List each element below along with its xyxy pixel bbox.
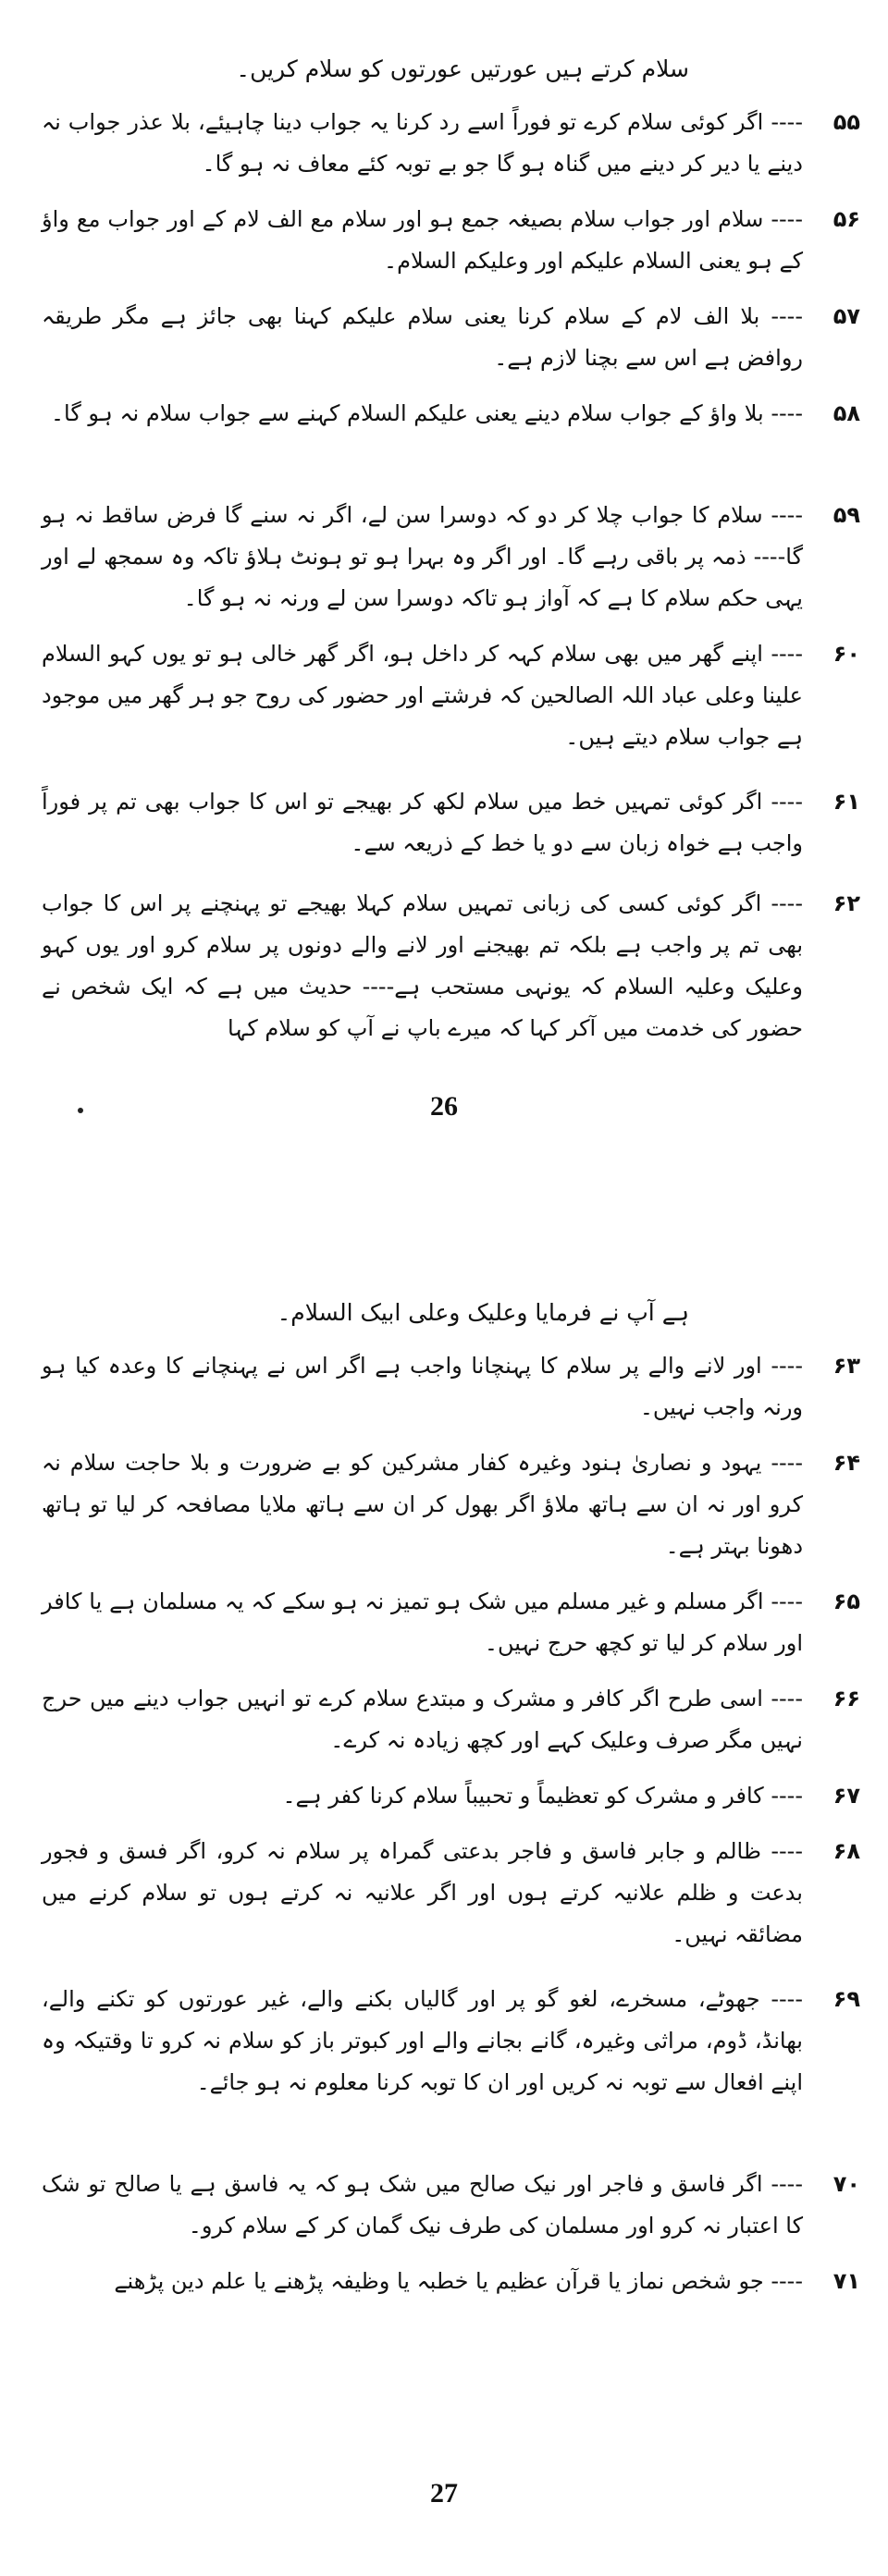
page-number: 27: [430, 2478, 458, 2509]
item-number: ۵۸: [832, 400, 860, 426]
list-item: [42, 1581, 860, 1664]
list-item: [42, 199, 860, 282]
page-26: [0, 0, 888, 1193]
item-number: ۶۴: [832, 1450, 860, 1476]
item-number: ۶۹: [832, 1986, 860, 2012]
item-text: ---- اگر کوئی تمہیں خط میں سلام لکھ کر بھیجے تو اس کا جواب بھی تم پر فوراً واجب ہے خواہ زبان سے دو یا خط کے ذریعہ سے۔: [42, 789, 803, 856]
item-text: ---- جھوٹے، مسخرے، لغو گو پر اور گالیاں بکنے والے، غیر عورتوں کو تکنے والے، بھانڈ، ڈوم، مراثی وغیرہ، گانے بجانے والے اور کبوتر باز کو سلام نہ کرو تا وقتیکہ وہ اپنے افعال سے توبہ نہ کریں اور ان کا توبہ کرنا معلوم نہ ہو جائے۔: [42, 1986, 803, 2095]
item-number: ۶۸: [832, 1838, 860, 1864]
item-text: ---- اپنے گھر میں بھی سلام کہہ کر داخل ہو، اگر گھر خالی ہو تو یوں کہو السلام علینا وعلی عباد اللہ الصالحین کہ فرشتے اور حضور کی روح جو ہر گھر میں موجود ہے جواب سلام دیتے ہیں۔: [42, 641, 803, 750]
list-item: [42, 781, 860, 865]
item-text: ---- بلا الف لام کے سلام کرنا یعنی سلام علیکم کہنا بھی جائز ہے مگر طریقہ روافض ہے اس سے بچنا لازم ہے۔: [42, 303, 803, 371]
item-text: ---- ظالم و جابر فاسق و فاجر بدعتی گمراہ پر سلام نہ کرو، اگر فسق و فجور بدعت و ظلم علانیہ کرتے ہوں اور اگر علانیہ نہ کرتے ہوں تو سلام کرنے میں مضائقہ نہیں۔: [42, 1838, 803, 1947]
list-item: [42, 1831, 860, 1956]
page-number: 26: [430, 1091, 458, 1122]
scan-speck: [78, 1108, 83, 1113]
list-item: [42, 2261, 860, 2302]
item-text: ---- اور لانے والے پر سلام کا پہنچانا واجب ہے اگر اس نے پہنچانے کا وعدہ کیا ہو ورنہ واجب نہیں۔: [42, 1353, 803, 1420]
continuation-line: ہے آپ نے فرمایا وعلیک وعلی ابیک السلام۔: [277, 1299, 689, 1326]
list-item: [42, 495, 860, 619]
item-number: ۶۳: [832, 1353, 860, 1379]
list-item: [42, 633, 860, 758]
list-item: [42, 1678, 860, 1761]
continuation-line: سلام کرتے ہیں عورتیں عورتوں کو سلام کریں۔: [236, 55, 689, 82]
list-item: [42, 883, 860, 1049]
item-number: ۵۷: [832, 303, 860, 329]
list-item: [42, 2164, 860, 2247]
item-number: ۶۵: [832, 1589, 860, 1614]
item-number: ۶۰: [832, 641, 860, 667]
item-text: ---- سلام کا جواب چلا کر دو کہ دوسرا سن لے، اگر نہ سنے گا فرض ساقط نہ ہو گا---- ذمہ پر باقی رہے گا۔ اور اگر وہ بہرا ہو تو ہونٹ ہلاؤ تاکہ وہ سمجھ لے اور یہی حکم سلام کا ہے کہ آواز ہو تاکہ دوسرا سن لے ورنہ نہ ہو گا۔: [42, 502, 803, 611]
item-text: ---- کافر و مشرک کو تعظیماً و تحبیباً سلام کرنا کفر ہے۔: [282, 1783, 803, 1809]
item-text: ---- اگر کوئی کسی کی زبانی تمہیں سلام کہلا بھیجے تو پہنچنے پر اس کا جواب بھی تم پر واجب ہے بلکہ تم بھیجنے اور لانے والے دونوں پر سلام کرو اور یوں کہو وعلیک وعلیہ السلام کہ یونہی مستحب ہے---- حدیث میں ہے کہ ایک شخص نے حضور کی خدمت میں آکر کہا کہ میرے باپ نے آپ کو سلام کہا: [42, 890, 803, 1041]
item-text: ---- جو شخص نماز یا قرآن عظیم یا خطبہ یا وظیفہ پڑھنے یا علم دین پڑھنے: [114, 2268, 803, 2294]
item-text: ---- اگر مسلم و غیر مسلم میں شک ہو تمیز نہ ہو سکے کہ یہ مسلمان ہے یا کافر اور سلام کر لیا تو کچھ حرج نہیں۔: [42, 1589, 803, 1656]
item-text: ---- بلا واؤ کے جواب سلام دینے یعنی علیکم السلام کہنے سے جواب سلام نہ ہو گا۔: [50, 400, 803, 426]
item-number: ۶۷: [832, 1783, 860, 1809]
list-item: [42, 1345, 860, 1429]
item-text: ---- اسی طرح اگر کافر و مشرک و مبتدع سلام کرے تو انہیں جواب دینے میں حرج نہیں مگر صرف وعلیک کہے اور کچھ زیادہ نہ کرے۔: [42, 1686, 803, 1753]
item-text: ---- اگر کوئی سلام کرے تو فوراً اسے رد کرنا یہ جواب دینا چاہیئے، بلا عذر جواب نہ دینے یا دیر کر دینے میں گناہ ہو گا جو بے توبہ کئے معاف نہ ہو گا۔: [42, 109, 803, 177]
item-number: ۶۲: [832, 890, 860, 916]
item-text: ---- یہود و نصاریٰ ہنود وغیرہ کفار مشرکین کو بے ضرورت و بلا حاجت سلام نہ کرو اور نہ ان سے ہاتھ ملاؤ اگر بھول کر ان سے ہاتھ ملایا مصافحہ کر لیا تو ہاتھ دھونا بہتر ہے۔: [42, 1450, 803, 1559]
list-item: [42, 1775, 860, 1817]
list-item: [42, 1979, 860, 2104]
list-item: [42, 102, 860, 185]
list-item: [42, 393, 860, 435]
item-text: ---- سلام اور جواب سلام بصیغہ جمع ہو اور سلام مع الف لام کے اور جواب مع واؤ کے ہو یعنی السلام علیکم اور وعلیکم السلام۔: [42, 206, 803, 274]
page-27: [0, 1276, 888, 2576]
item-number: ۶۶: [832, 1686, 860, 1711]
item-number: ۷۰: [832, 2171, 860, 2197]
item-number: ۵۹: [832, 502, 860, 528]
item-number: ۶۱: [832, 789, 860, 815]
item-number: ۵۵: [832, 109, 860, 135]
list-item: [42, 296, 860, 379]
item-text: ---- اگر فاسق و فاجر اور نیک صالح میں شک ہو کہ یہ فاسق ہے یا صالح تو شک کا اعتبار نہ کرو اور مسلمان کی طرف نیک گمان کر کے سلام کرو۔: [42, 2171, 803, 2239]
item-number: ۷۱: [832, 2268, 860, 2294]
item-number: ۵۶: [832, 206, 860, 232]
list-item: [42, 1442, 860, 1567]
